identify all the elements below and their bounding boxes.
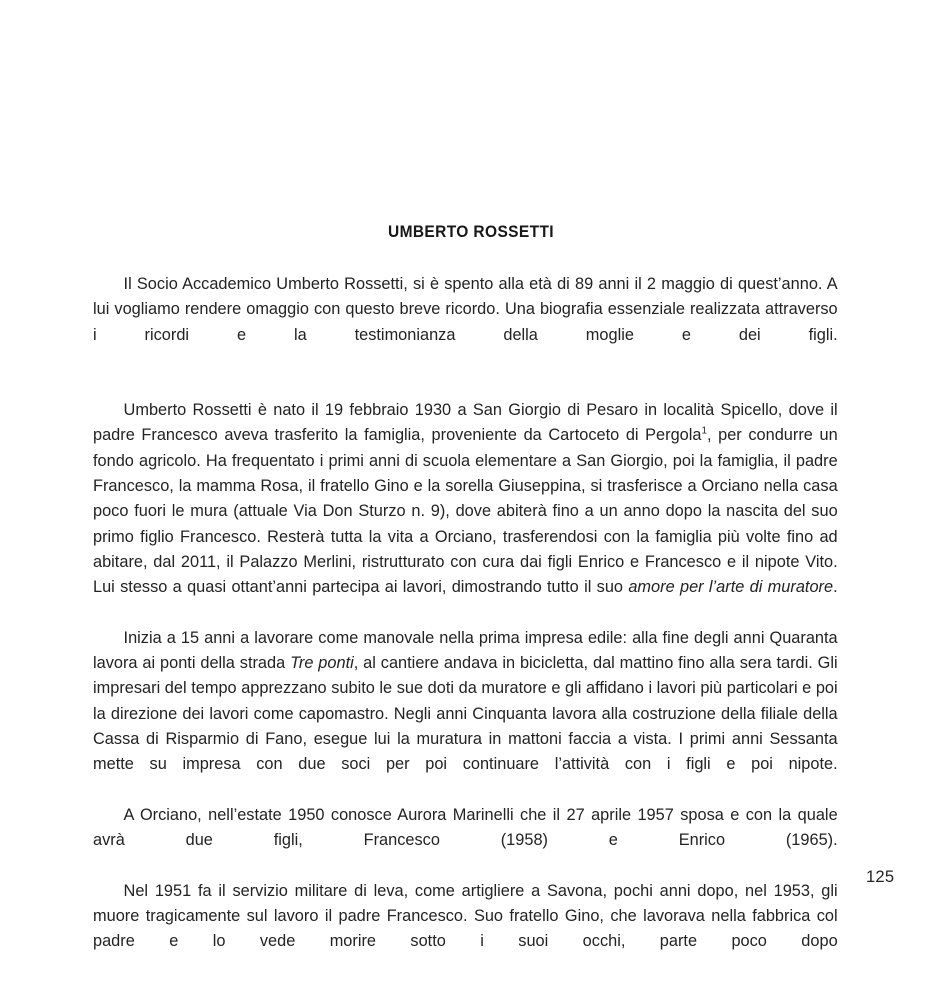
- text-run: Inizia a 15 anni a lavorare come manovale nella prima impresa edile: alla fine degli anni Quaranta lavora ai ponti della strada: [93, 627, 838, 673]
- text-run: A Orciano, nell’estate 1950 conosce Aurora Marinelli che il 27 aprile 1957 sposa e con la quale avrà due figli, Francesco (1958) e Enrico (1965).: [93, 804, 838, 850]
- text-run: Il Socio Accademico Umberto Rossetti, si è spento alla età di 89 anni il 2 maggio di quest’anno. A lui vogliamo rendere omaggio con questo breve ricordo. Una biografia essenziale realizzata attraverso i ricordi e la testimonianza della moglie e dei figli.: [93, 274, 838, 344]
- text-run: , per condurre un fondo agricolo. Ha frequentato i primi anni di scuola elementare a San Giorgio, poi la famiglia, il padre Francesco, la mamma Rosa, il fratello Gino e la sorella Giuseppina, si trasferisce a Orciano nella casa poco fuori le mura (attuale Via Don Sturzo n. 9), dove abiterà fino a un anno dopo la nascita del suo primo figlio Francesco. Resterà tutta la vita a Orciano, trasferendosi con la famiglia più volte fino ad abitare, dal 2011, il Palazzo Merlini, ristrutturato con cura dai figli Enrico e Francesco e il nipote Vito. Lui stesso a quasi ottant’anni partecipa ai lavori, dimostrando tutto il suo: [93, 425, 838, 597]
- emphasis-text: Tre ponti: [290, 653, 354, 673]
- body-paragraph: [93, 271, 838, 372]
- text-run: , al cantiere andava in bicicletta, dal mattino fino alla sera tardi. Gli impresari del tempo apprezzano subito le sue doti da muratore e gli affidano i lavori più particolari e poi la direzione dei lavori come capomastro. Negli anni Cinquanta lavora alla costruzione della filiale della Cassa di Risparmio di Fano, esegue lui la muratura in mattoni faccia a vista. I primi anni Sessanta mette su impresa con due soci per poi continuare l’attività con i figli e poi nipote.: [93, 653, 838, 774]
- footnote-marker: 1: [701, 425, 707, 437]
- text-run: Nel 1951 fa il servizio militare di leva, come artigliere a Savona, pochi anni dopo, nel 1953, gli muore tragicamente sul lavoro il padre Francesco. Suo fratello Gino, che lavorava nella fabbrica col padre e lo vede morire sotto i suoi occhi, parte poco dopo: [93, 880, 838, 951]
- page-title: UMBERTO ROSSETTI: [387, 223, 554, 241]
- body-paragraph: [93, 802, 838, 878]
- body-paragraph: [93, 878, 838, 979]
- emphasis-text: amore per l’arte di muratore: [628, 577, 834, 597]
- text-run: Umberto Rossetti è nato il 19 febbraio 1930 a San Giorgio di Pesaro in località Spicello, dove il padre Francesco aveva trasferito la famiglia, proveniente da Cartoceto di Pergola: [93, 400, 838, 445]
- text-column: [93, 222, 849, 979]
- body-paragraph: [93, 397, 838, 625]
- article-body: [93, 271, 849, 979]
- text-run: .: [833, 577, 838, 597]
- body-paragraph: [93, 625, 838, 802]
- page-number: 125: [866, 867, 895, 886]
